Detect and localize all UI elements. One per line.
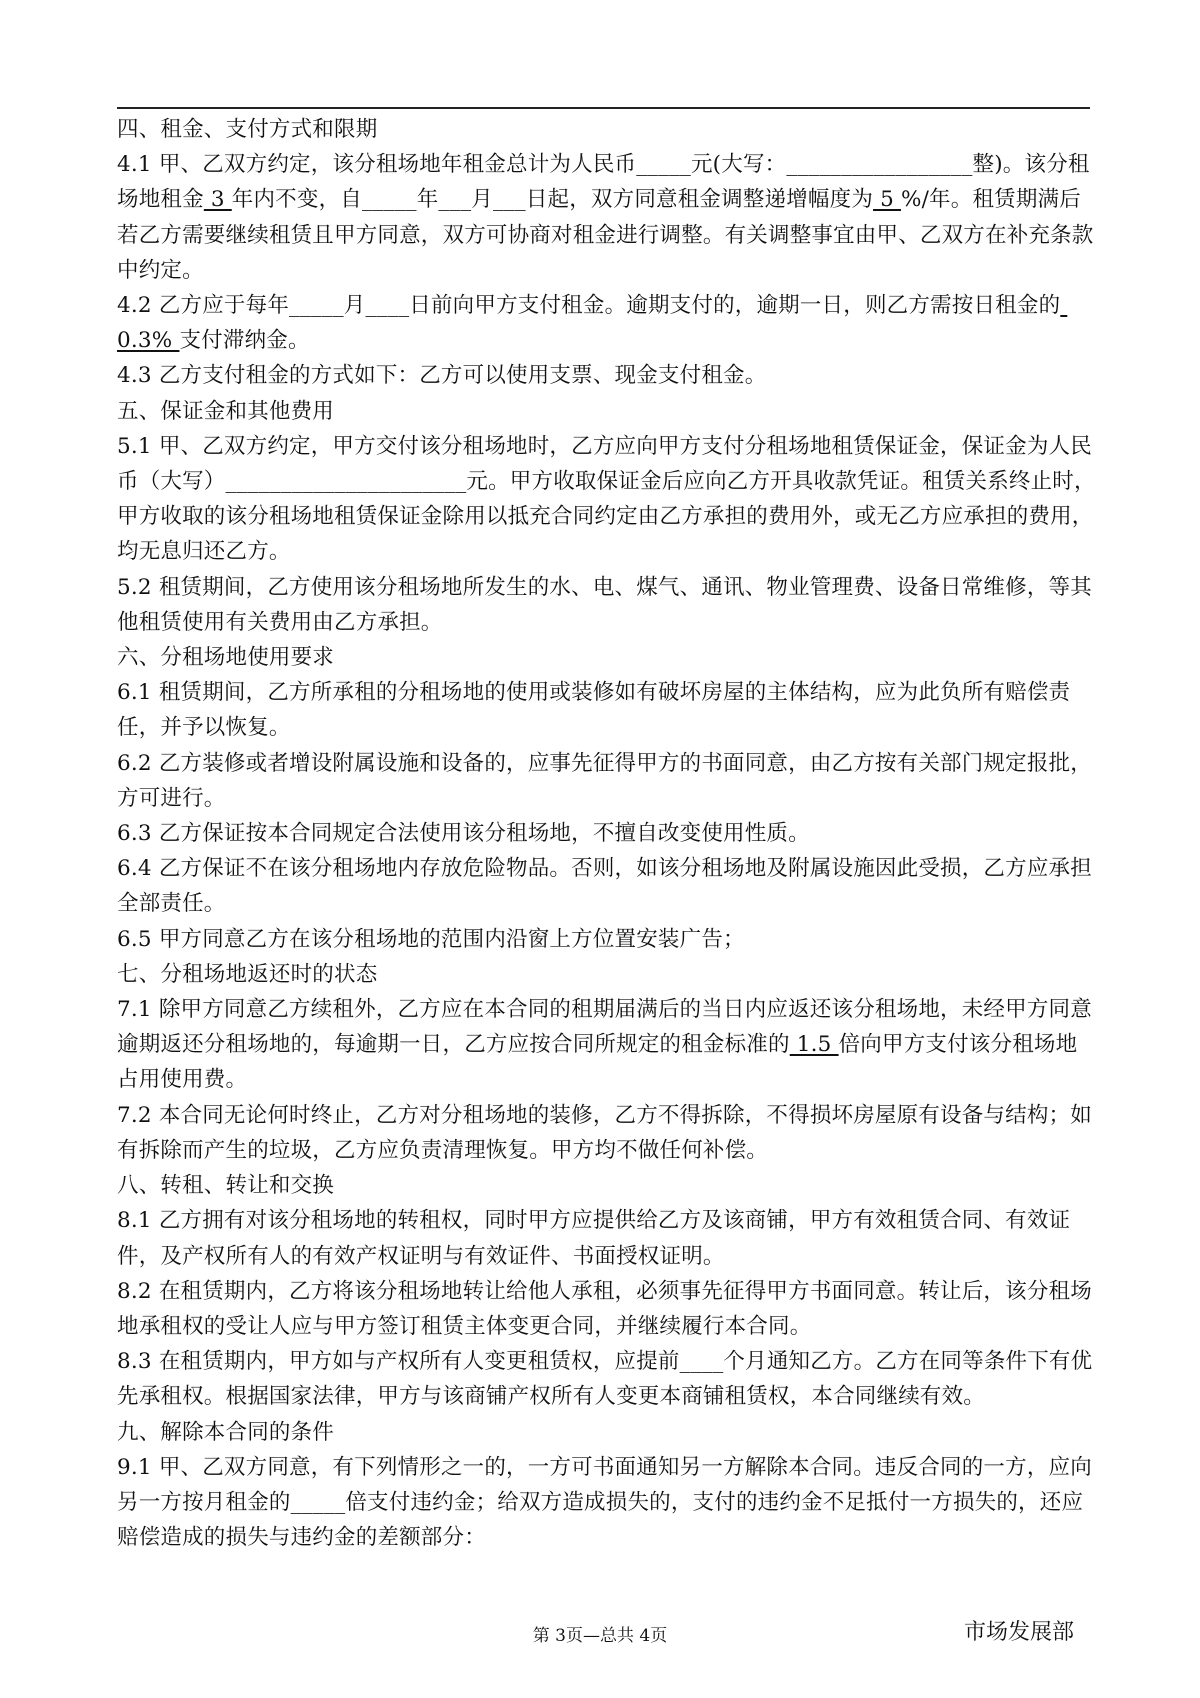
paragraph [117,1415,1097,1450]
text-run: 6.3 乙方保证按本合同规定合法使用该分租场地，不擅自改变使用性质。 [117,821,810,847]
text-run: 6.2 乙方装修或者增设附属设施和设备的，应事先征得甲方的书面同意，由乙方按有关部门规定报批，方可进行。 [117,750,1092,811]
paragraph [117,851,1097,921]
text-run: 六、分租场地使用要求 [117,645,335,671]
text-run: 四、租金、支付方式和限期 [117,117,378,142]
paragraph [117,992,1097,1098]
contract-body [117,112,1097,1555]
paragraph [117,147,1097,288]
paragraph [117,1450,1097,1556]
text-run: 七、分租场地返还时的状态 [117,961,378,987]
page-number: 第 3页—总共 4页 [532,1626,668,1646]
text-run: 五、保证金和其他费用 [117,398,335,424]
text-run: 5.1 甲、乙双方约定，甲方交付该分租场地时，乙方应向甲方支付分租场地租赁保证金，保证金为人民币（大写）______________________元。甲方收取保证金后应向乙方开具收款凭证。租赁关系终止时，甲方收取的该分租场地租赁保证金除用以抵充合同约定由乙方承担的费用外，或无乙方应承担的费用，均无息归还乙方。 [117,433,1096,565]
paragraph [117,288,1097,358]
text-run: 年内不变，自_____年___月___日起，双方同意租金调整递增幅度为 [231,187,874,213]
text-run: 7.1 除甲方同意乙方续租外，乙方应在本合同的租期届满后的当日内应返还该分租场地，未经甲方同意逾期返还分租场地的，每逾期一日，乙方应按合同所规定的租金标准的 [117,997,1092,1058]
text-run: 7.2 本合同无论何时终止，乙方对分租场地的装修，乙方不得拆除，不得损坏房屋原有设备与结构；如有拆除而产生的垃圾，乙方应负责清理恢复。甲方均不做任何补偿。 [117,1102,1092,1163]
text-run: 倍向甲方支付该分租场地占用使用费。 [117,1032,1078,1093]
filled-blank: 3 [203,187,232,213]
text-run: 6.5 甲方同意乙方在该分租场地的范围内沿窗上方位置安装广告； [117,926,745,952]
paragraph [117,640,1097,675]
text-run: %/年。租赁期满后若乙方需要继续租赁且甲方同意，双方可协商对租金进行调整。有关调整事宜由甲、乙双方在补充条款中约定。 [117,187,1094,283]
text-run: 4.3 乙方支付租金的方式如下：乙方可以使用支票、现金支付租金。 [117,363,767,389]
paragraph [117,1274,1097,1344]
paragraph [117,112,1097,147]
text-run: 8.2 在租赁期内，乙方将该分租场地转让给他人承租，必须事先征得甲方书面同意。转让后，该分租场地承租权的受让人应与甲方签订租赁主体变更合同，并继续履行本合同。 [117,1278,1092,1339]
text-run: 6.1 租赁期间，乙方所承租的分租场地的使用或装修如有破坏房屋的主体结构，应为此负所有赔偿责任，并予以恢复。 [117,680,1071,741]
paragraph [117,358,1097,393]
text-run: 4.1 甲、乙双方约定，该分租场地年租金总计为人民币_____元(大写：_________________整)。该分租场地租金 [117,152,1090,213]
paragraph [117,1203,1097,1273]
department-name: 市场发展部 [964,1620,1075,1645]
paragraph [117,816,1097,851]
text-run: 6.4 乙方保证不在该分租场地内存放危险物品。否则，如该分租场地及附属设施因此受损，乙方应承担全部责任。 [117,856,1092,917]
filled-blank: 5 [873,187,901,213]
paragraph [117,1098,1097,1168]
text-run: 支付滞纳金。 [179,328,310,354]
text-run: 8.1 乙方拥有对该分租场地的转租权，同时甲方应提供给乙方及该商铺，甲方有效租赁合同、有效证件，及产权所有人的有效产权证明与有效证件、书面授权证明。 [117,1208,1071,1269]
text-run: 九、解除本合同的条件 [117,1419,335,1445]
paragraph [117,957,1097,992]
filled-blank: 1.5 [789,1032,839,1058]
paragraph [117,394,1097,429]
text-run: 八、转租、转让和交换 [117,1173,335,1199]
text-run: 4.2 乙方应于每年_____月____日前向甲方支付租金。逾期支付的，逾期一日，则乙方需按日租金的 [117,293,1061,319]
paragraph [117,1344,1097,1414]
paragraph [117,570,1097,640]
header-rule [117,107,1090,109]
paragraph [117,746,1097,816]
paragraph [117,1168,1097,1203]
text-run: 8.3 在租赁期内，甲方如与产权所有人变更租赁权，应提前____个月通知乙方。乙方在同等条件下有优先承租权。根据国家法律，甲方与该商铺产权所有人变更本商铺租赁权，本合同继续有效。 [117,1349,1093,1410]
paragraph [117,922,1097,957]
text-run: 5.2 租赁期间，乙方使用该分租场地所发生的水、电、煤气、通讯、物业管理费、设备日常维修，等其他租赁使用有关费用由乙方承担。 [117,574,1092,635]
text-run: 9.1 甲、乙双方同意，有下列情形之一的，一方可书面通知另一方解除本合同。违反合同的一方，应向另一方按月租金的_____倍支付违约金；给双方造成损失的，支付的违约金不足抵付一方损失的，还应赔偿造成的损失与违约金的差额部分： [117,1454,1092,1551]
paragraph [117,429,1097,570]
filled-blank: 0.3% [117,293,1068,354]
paragraph [117,675,1097,745]
